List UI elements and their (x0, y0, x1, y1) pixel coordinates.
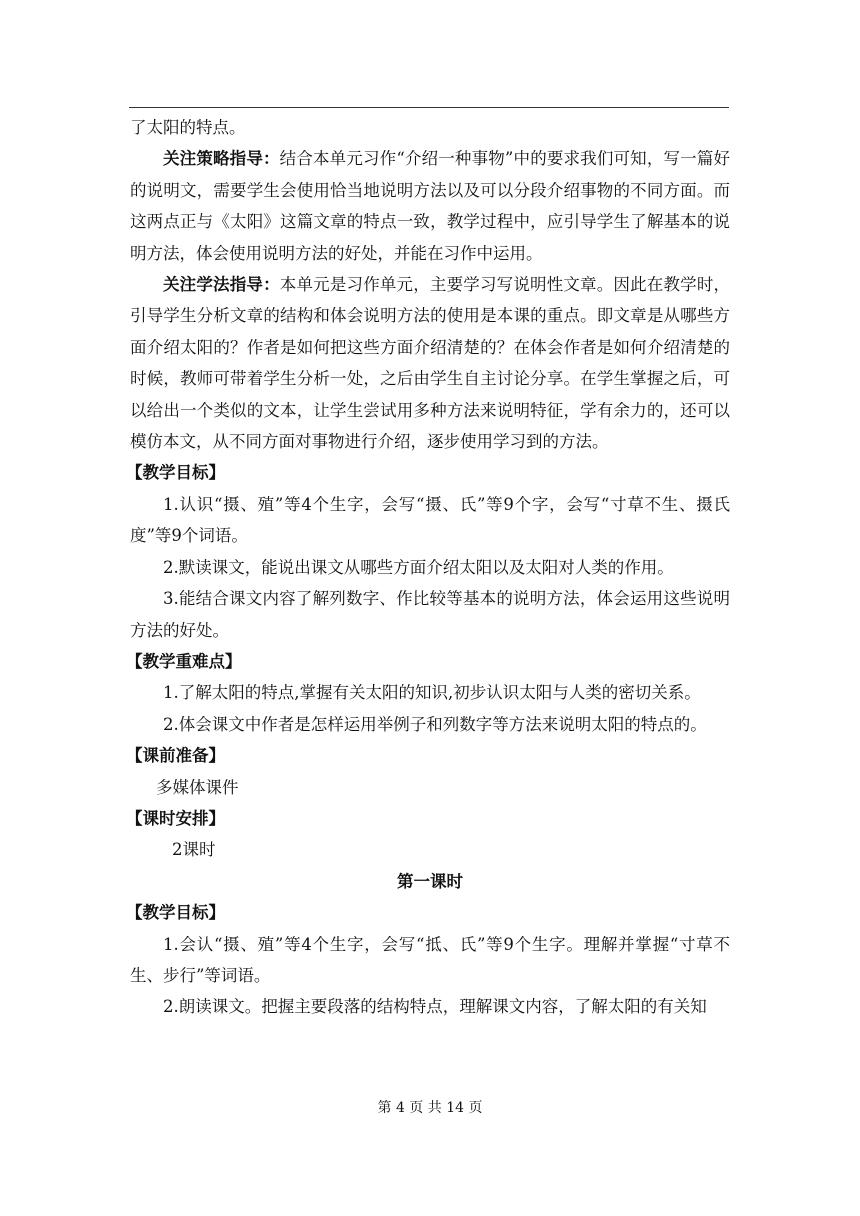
page-footer: 第 4 页 共 14 页 (377, 1100, 483, 1116)
keypoints-heading: 【教学重难点】 (126, 651, 242, 671)
lesson1-title: 第一课时 (397, 871, 463, 891)
strategy-paragraph (130, 143, 730, 269)
method-text: 本单元是习作单元，主要学习写说明性文章。因此在教学时，引导学生分析文章的结构和体会说明方法的使用是本课的重点。即文章是从哪些方面介绍太阳的？作者是如何把这些方面介绍清楚的？在体会作者是如何介绍清楚的时候，教师可带着学生分析一处，之后由学生自主讨论分享。在学生掌握之后，可以给出一个类似的文本，让学生尝试用多种方法来说明特征，学有余力的，还可以模仿本文，从不同方面对事物进行介绍，逐步使用学习到的方法。 (130, 275, 731, 452)
lesson1-goal-item: 2.朗读课文。把握主要段落的结构特点，理解课文内容，了解太阳的有关知 (163, 997, 707, 1017)
goal-item: 1.认识“摄、殖”等4个生字，会写“摄、氏”等9个字，会写“寸草不生、摄氏度”等9个词语。 (130, 494, 730, 546)
lesson1-goal-item: 1.会认“摄、殖”等4个生字，会写“抵、氏”等9个生字。理解并掌握“寸草不生、步行”等词语。 (130, 934, 730, 985)
keypoint-item: 2.体会课文中作者是怎样运用举例子和列数字等方法来说明太阳的特点的。 (163, 714, 707, 734)
schedule-text: 2课时 (172, 840, 216, 860)
header-rule (129, 107, 729, 108)
schedule-heading: 【课时安排】 (126, 808, 225, 828)
strategy-text: 结合本单元习作“介绍一种事物”中的要求我们可知，写一篇好的说明文，需要学生会使用恰当地说明方法以及可以分段介绍事物的不同方面。而这两点正与《太阳》这篇文章的特点一致，教学过程中，应引导学生了解基本的说明方法，体会使用说明方法的好处，并能在习作中运用。 (130, 149, 731, 263)
prep-heading: 【课前准备】 (126, 746, 225, 766)
goal-item: 2.默读课文，能说出课文从哪些方面介绍太阳以及太阳对人类的作用。 (163, 557, 674, 577)
prep-text: 多媒体课件 (156, 777, 239, 797)
goal-item: 3.能结合课文内容了解列数字、作比较等基本的说明方法，体会运用这些说明方法的好处。 (130, 589, 730, 640)
page-content (126, 112, 731, 1023)
lesson1-goals-heading: 【教学目标】 (126, 903, 225, 923)
method-label: 关注学法指导： (163, 275, 280, 295)
method-paragraph (130, 269, 730, 457)
keypoint-item: 1.了解太阳的特点,掌握有关太阳的知识,初步认识太阳与人类的密切关系。 (163, 683, 701, 703)
continuation-text: 了太阳的特点。 (130, 118, 246, 137)
strategy-label: 关注策略指导： (163, 149, 280, 169)
goals-heading: 【教学目标】 (126, 463, 225, 483)
